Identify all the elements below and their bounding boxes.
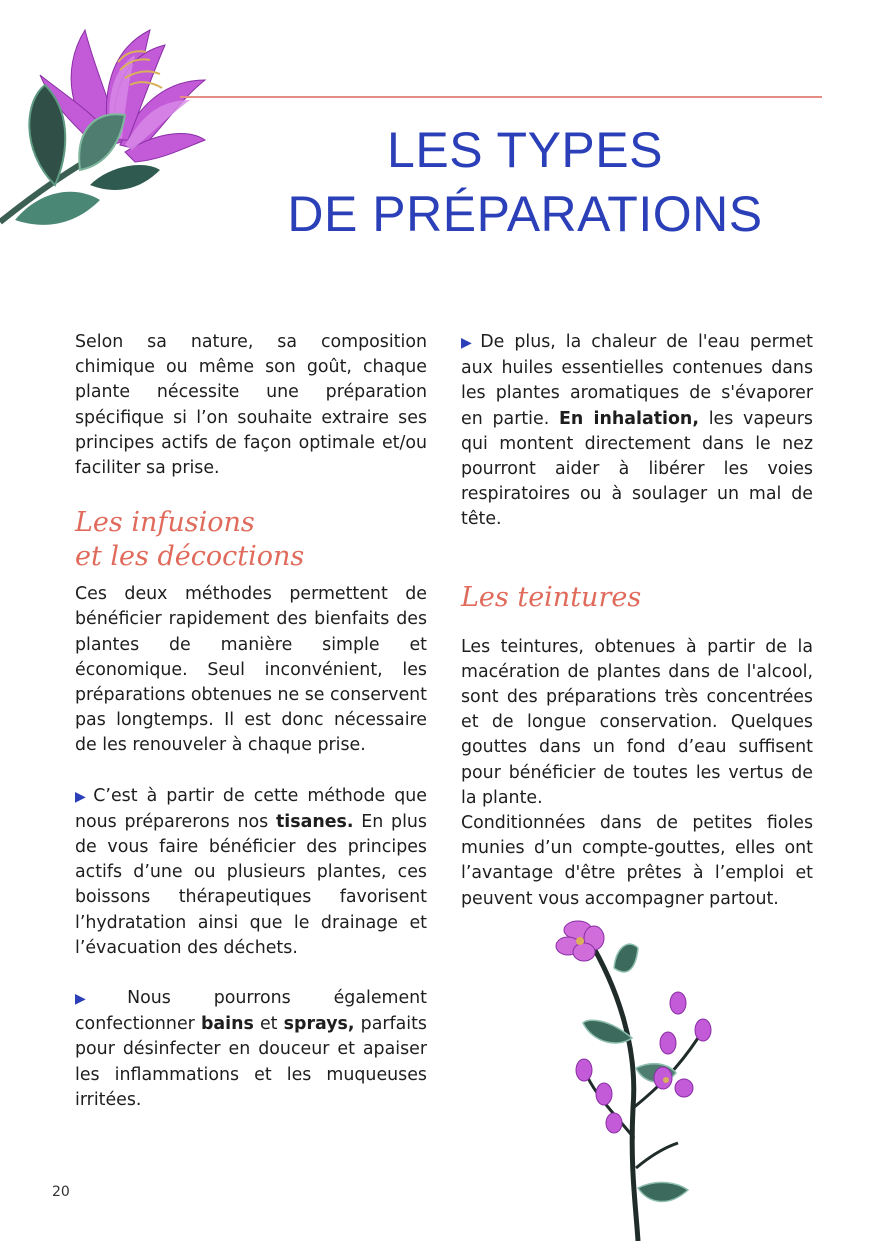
inhalation-text-a: De plus, la chaleur de l'eau permet aux huiles essentielles contenues dans les plantes aromatiques de s'évaporer en partie. bbox=[461, 332, 813, 429]
inhalation-text-b: les vapeurs qui montent directement dans le nez pourront aider à libérer les voies respiratoires ou à soulager un mal de tête. bbox=[461, 408, 813, 530]
page-title-line-2: DE PRÉPARATIONS bbox=[287, 186, 763, 242]
bains-text-a: Nous pourrons également confectionner bbox=[75, 988, 427, 1035]
bullet-triangle-icon: ▶ bbox=[461, 335, 477, 351]
teintures-paragraph: Les teintures, obtenues à partir de la macération de plantes dans de l'alcool, sont des préparations très concentrées et de longue conservation. Quelques gouttes dans un fond d’eau suffisent pour bénéficier de toutes les vertus de la plante. bbox=[461, 636, 813, 808]
infusions-heading bbox=[75, 506, 427, 574]
teintures-paragraph-2: Conditionnées dans de petites fioles munies d’un compte-gouttes, elles ont l’avantage d'être prêtes à l’emploi et peuvent vous accompagner partout. bbox=[461, 813, 813, 909]
sprays-bold: sprays, bbox=[283, 1014, 355, 1035]
bains-text-b: parfaits pour désinfecter en douceur et apaiser les inflammations et les muqueuses irritées. bbox=[75, 1014, 427, 1110]
top-decorative-rule bbox=[180, 96, 822, 98]
infusions-heading-line-1: Les infusions bbox=[75, 507, 255, 539]
inhalation-bold: En inhalation, bbox=[559, 408, 699, 429]
flowering-branch-illustration bbox=[548, 908, 728, 1241]
bullet-triangle-icon: ▶ bbox=[75, 991, 124, 1008]
bullet-triangle-icon: ▶ bbox=[75, 788, 90, 805]
bains-sprays-paragraph bbox=[75, 986, 427, 1113]
infusions-heading-line-2: et les décoctions bbox=[75, 541, 305, 573]
protea-flower-illustration bbox=[0, 0, 210, 240]
tisanes-text-a: C’est à partir de cette méthode que nous préparerons nos bbox=[75, 785, 427, 832]
teintures-heading: Les teintures bbox=[461, 581, 642, 613]
infusions-paragraph: Ces deux méthodes permettent de bénéficier rapidement des bienfaits des plantes de manière simple et économique. Seul inconvénient, les préparations obtenues ne se conservent pas longtemps. Il est donc nécessaire de les renouveler à chaque prise. bbox=[75, 584, 427, 756]
bains-bold: bains bbox=[200, 1014, 254, 1035]
page-number: 20 bbox=[52, 1184, 70, 1200]
bains-text-mid: et bbox=[253, 1014, 284, 1035]
tisanes-bold: tisanes. bbox=[275, 811, 354, 832]
tisanes-paragraph bbox=[75, 784, 427, 961]
page-title-line-1: LES TYPES bbox=[387, 122, 663, 178]
tisanes-text-b: En plus de vous faire bénéficier des principes actifs d’une ou plusieurs plantes, ces boissons thérapeutiques favorisent l’hydratation ainsi que le drainage et l’évacuation des déchets. bbox=[75, 811, 427, 958]
intro-paragraph: Selon sa nature, sa composition chimique ou même son goût, chaque plante nécessite une préparation spécifique si l’on souhaite extraire ses principes actifs de façon optimale et/ou faciliter sa prise. bbox=[75, 332, 427, 479]
page-title bbox=[260, 118, 790, 246]
right-column bbox=[461, 330, 813, 912]
left-column bbox=[75, 330, 427, 1113]
inhalation-paragraph bbox=[461, 330, 813, 533]
